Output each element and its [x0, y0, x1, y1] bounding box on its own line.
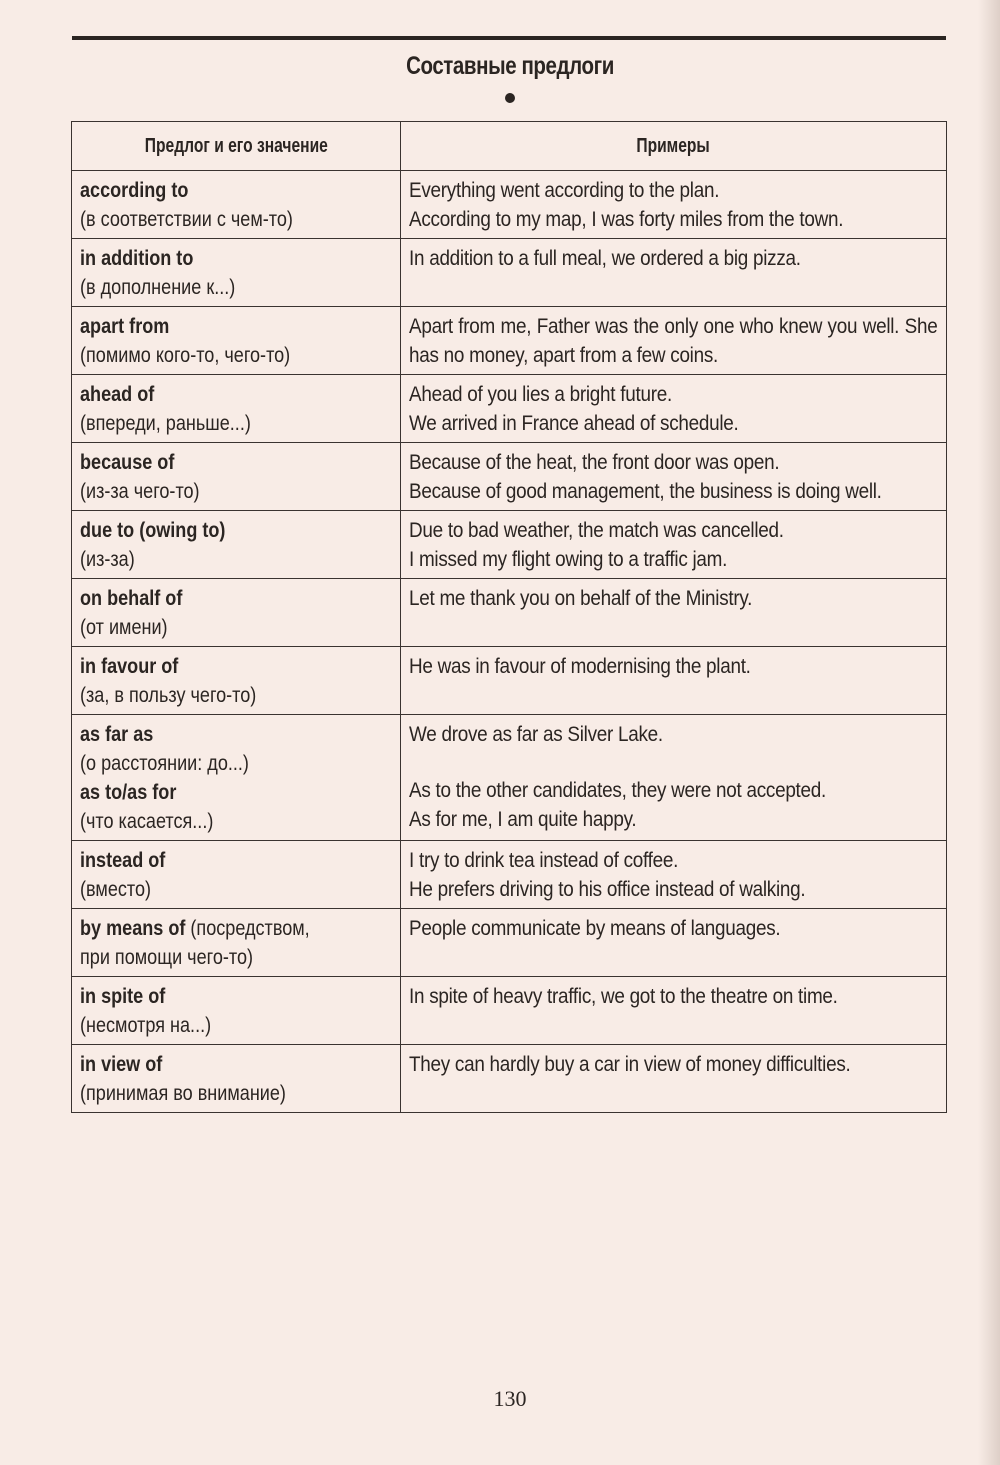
- column-header-term: Предлог и его значение: [72, 122, 401, 171]
- table-row: [72, 1045, 947, 1113]
- prepositions-table: [71, 121, 947, 1113]
- table-row: [72, 375, 947, 443]
- example-sentence: We drove as far as Silver Lake.: [409, 723, 663, 746]
- page-title: Составные предлоги: [406, 52, 614, 80]
- preposition-meaning: (за, в пользу чего-то): [80, 684, 257, 707]
- examples-cell: [401, 375, 947, 443]
- preposition-meaning: (от имени): [80, 616, 168, 639]
- preposition-term: due to (owing to): [80, 519, 226, 542]
- column-header-examples: Примеры: [401, 122, 947, 171]
- examples-cell: [401, 511, 947, 579]
- preposition-term: in view of: [80, 1053, 163, 1076]
- preposition-meaning: (что касается...): [80, 810, 214, 833]
- table-row: [72, 443, 947, 511]
- examples-cell: [401, 1045, 947, 1113]
- example-sentence: In addition to a full meal, we ordered a big pizza.: [409, 247, 801, 270]
- examples-cell: [401, 239, 947, 307]
- table-row: [72, 579, 947, 647]
- example-sentence: According to my map, I was forty miles from the town.: [409, 208, 844, 231]
- preposition-term: in spite of: [80, 985, 166, 1008]
- preposition-meaning: (в дополнение к...): [80, 276, 236, 299]
- examples-cell: [401, 443, 947, 511]
- preposition-term: apart from: [80, 315, 170, 338]
- term-cell: [72, 443, 401, 511]
- example-sentence: Ahead of you lies a bright future.: [409, 383, 672, 406]
- example-sentence: I try to drink tea instead of coffee.: [409, 849, 679, 872]
- example-sentence: In spite of heavy traffic, we got to the theatre on time.: [409, 985, 838, 1008]
- term-line: [80, 914, 348, 943]
- spacer: [409, 749, 938, 776]
- term-cell: [72, 375, 401, 443]
- term-cell: [72, 977, 401, 1045]
- example-sentence: As for me, I am quite happy.: [409, 808, 637, 831]
- preposition-meaning: (вместо): [80, 878, 152, 901]
- example-sentence: Apart from me, Father was the only one who knew you well. She has no money, apart from a few coins.: [409, 315, 938, 367]
- preposition-term: as to/as for: [80, 781, 177, 804]
- example-sentence: As to the other candidates, they were not accepted.: [409, 779, 827, 802]
- preposition-meaning: (принимая во внимание): [80, 1082, 286, 1105]
- examples-cell: [401, 909, 947, 977]
- preposition-meaning: (о расстоянии: до...): [80, 752, 249, 775]
- preposition-meaning: (несмотря на...): [80, 1014, 212, 1037]
- examples-cell: [401, 647, 947, 715]
- table-row: [72, 715, 947, 841]
- page-edge-shadow: [978, 0, 1000, 1465]
- example-sentence: Because of good management, the business is doing well.: [409, 480, 882, 503]
- table-header-row: [72, 122, 947, 171]
- preposition-meaning: (из-за): [80, 548, 135, 571]
- table-row: [72, 171, 947, 239]
- examples-cell: [401, 171, 947, 239]
- preposition-term: instead of: [80, 849, 166, 872]
- examples-cell: [401, 307, 947, 375]
- examples-cell: [401, 715, 947, 841]
- term-cell: [72, 647, 401, 715]
- term-cell: [72, 715, 401, 841]
- term-cell: [72, 1045, 401, 1113]
- example-sentence: Due to bad weather, the match was cancelled.: [409, 519, 784, 542]
- preposition-term: in favour of: [80, 655, 179, 678]
- example-sentence: Because of the heat, the front door was open.: [409, 451, 780, 474]
- preposition-term: according to: [80, 179, 189, 202]
- example-sentence: Everything went according to the plan.: [409, 179, 720, 202]
- table-row: [72, 511, 947, 579]
- term-cell: [72, 579, 401, 647]
- example-sentence: We arrived in France ahead of schedule.: [409, 412, 739, 435]
- preposition-term: as far as: [80, 723, 154, 746]
- example-sentence: People communicate by means of languages.: [409, 917, 781, 940]
- term-cell: [72, 511, 401, 579]
- preposition-meaning: (впереди, раньше...): [80, 412, 251, 435]
- term-cell: [72, 841, 401, 909]
- preposition-term: in addition to: [80, 247, 194, 270]
- term-cell: [72, 171, 401, 239]
- preposition-meaning: (из-за чего-то): [80, 480, 200, 503]
- preposition-term: by means of: [80, 917, 186, 940]
- top-rule-divider: [72, 36, 946, 40]
- term-cell: [72, 307, 401, 375]
- page-number: 130: [493, 1386, 527, 1411]
- examples-cell: [401, 579, 947, 647]
- preposition-meaning: (посредством,: [190, 917, 310, 940]
- term-cell: [72, 239, 401, 307]
- term-cell: [72, 909, 401, 977]
- example-sentence: He prefers driving to his office instead of walking.: [409, 878, 806, 901]
- table-row: [72, 977, 947, 1045]
- example-sentence: I missed my flight owing to a traffic jam.: [409, 548, 728, 571]
- examples-cell: [401, 977, 947, 1045]
- bullet-ornament-icon: [505, 93, 515, 103]
- example-sentence: He was in favour of modernising the plant.: [409, 655, 751, 678]
- preposition-meaning: при помощи чего-то): [80, 946, 254, 969]
- table-row: [72, 239, 947, 307]
- examples-cell: [401, 841, 947, 909]
- preposition-term: because of: [80, 451, 175, 474]
- preposition-term: on behalf of: [80, 587, 183, 610]
- table-row: [72, 307, 947, 375]
- preposition-meaning: (в соответствии с чем-то): [80, 208, 293, 231]
- example-sentence: Let me thank you on behalf of the Ministry.: [409, 587, 753, 610]
- table-row: [72, 909, 947, 977]
- table-row: [72, 647, 947, 715]
- preposition-meaning: (помимо кого-то, чего-то): [80, 344, 291, 367]
- example-sentence: They can hardly buy a car in view of money difficulties.: [409, 1053, 851, 1076]
- preposition-term: ahead of: [80, 383, 155, 406]
- table-row: [72, 841, 947, 909]
